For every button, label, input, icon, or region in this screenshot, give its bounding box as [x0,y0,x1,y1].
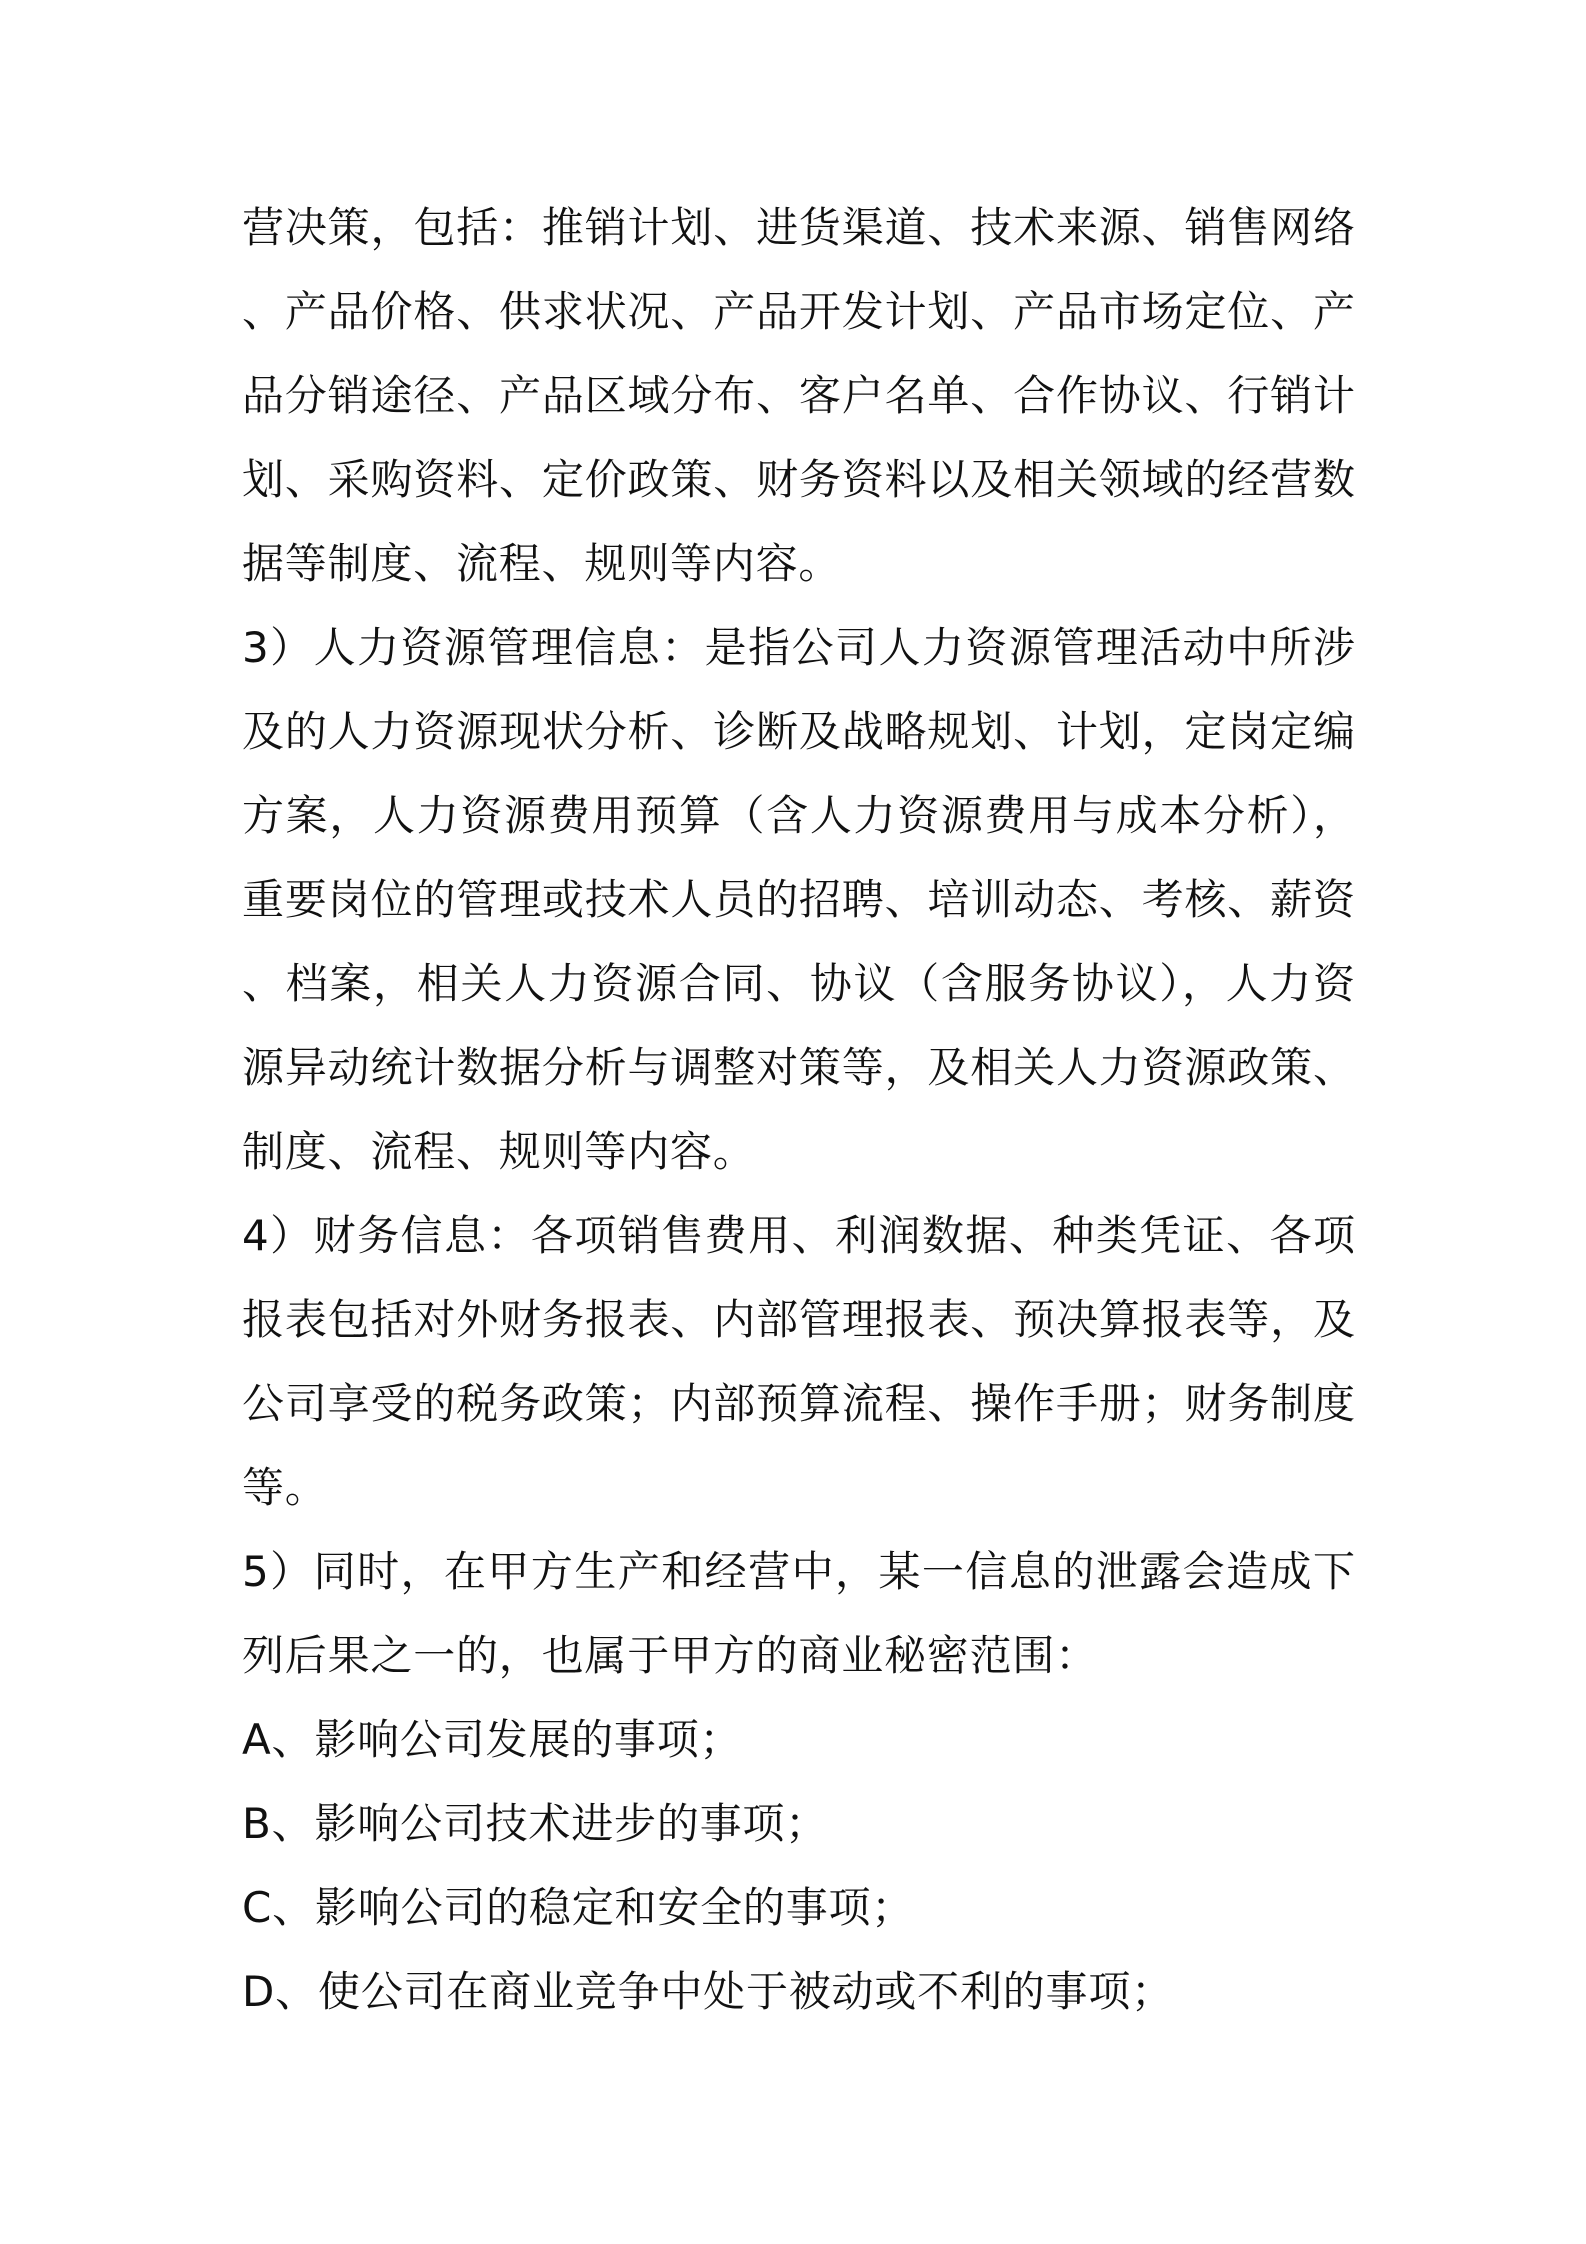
text-line: A、影响公司发展的事项； [242,1715,743,1764]
text-line: 公司享受的税务政策；内部预算流程、操作手册；财务制度 [242,1379,1355,1428]
text-line: C、影响公司的稳定和安全的事项； [242,1883,915,1932]
text-line: B、影响公司技术进步的事项； [242,1799,829,1848]
text-line: 重要岗位的管理或技术人员的招聘、培训动态、考核、薪资 [242,875,1355,924]
paragraph-leak-consequences [242,1530,1355,1698]
list-item-b [242,1782,1355,1866]
text-line: 划、采购资料、定价政策、财务资料以及相关领域的经营数 [242,455,1355,504]
text-line: 方案，人力资源费用预算（含人力资源费用与成本分析）， [242,791,1355,840]
paragraph-hr-info [242,606,1355,1194]
paragraph-finance-info [242,1194,1355,1530]
text-line: 品分销途径、产品区域分布、客户名单、合作协议、行销计 [242,371,1355,420]
text-line: 3）人力资源管理信息：是指公司人力资源管理活动中所涉 [242,623,1355,672]
text-line: 、产品价格、供求状况、产品开发计划、产品市场定位、产 [242,287,1355,336]
document-body [242,186,1355,2034]
text-line: D、使公司在商业竞争中处于被动或不利的事项； [242,1967,1174,2016]
text-line: 及的人力资源现状分析、诊断及战略规划、计划，定岗定编 [242,707,1355,756]
text-line: 列后果之一的，也属于甲方的商业秘密范围： [242,1631,1099,1680]
text-line: 等。 [242,1463,328,1512]
text-line: 4）财务信息：各项销售费用、利润数据、种类凭证、各项 [242,1211,1355,1260]
text-line: 源异动统计数据分析与调整对策等，及相关人力资源政策、 [242,1043,1355,1092]
list-item-a [242,1698,1355,1782]
list-item-d [242,1950,1355,2034]
list-item-c [242,1866,1355,1950]
text-line: 营决策，包括：推销计划、进货渠道、技术来源、销售网络 [242,203,1355,252]
paragraph-business-info [242,186,1355,606]
text-line: 据等制度、流程、规则等内容。 [242,539,842,588]
text-line: 5）同时，在甲方生产和经营中，某一信息的泄露会造成下 [242,1547,1355,1596]
text-line: 报表包括对外财务报表、内部管理报表、预决算报表等，及 [242,1295,1355,1344]
text-line: 制度、流程、规则等内容。 [242,1127,756,1176]
text-line: 、档案，相关人力资源合同、协议（含服务协议），人力资 [242,959,1355,1008]
